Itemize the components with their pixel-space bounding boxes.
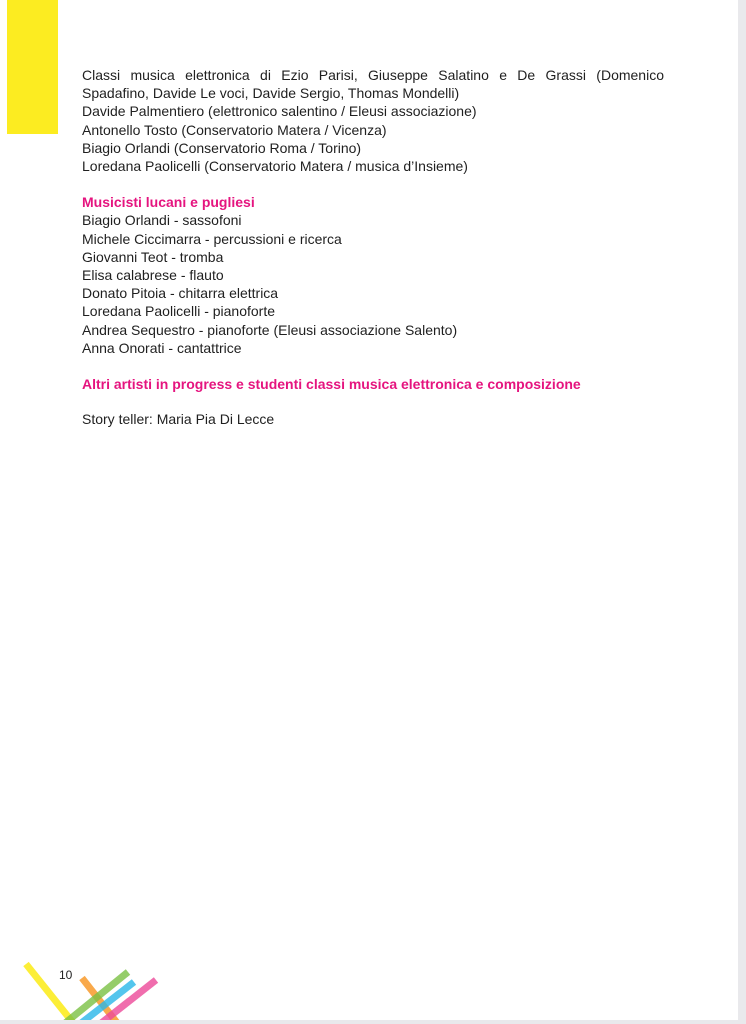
other-artists-heading: Altri artisti in progress e studenti classi musica elettronica e composizione: [82, 376, 581, 393]
intro-line: Loredana Paolicelli (Conservatorio Matera / musica d’Insieme): [82, 158, 468, 175]
musician-item: Anna Onorati - cantattrice: [82, 339, 242, 356]
musician-item: Biagio Orlandi - sassofoni: [82, 212, 242, 229]
musicians-heading: Musicisti lucani e pugliesi: [82, 194, 255, 211]
musician-item: Andrea Sequestro - pianoforte (Eleusi associazione Salento): [82, 321, 458, 338]
storyteller-line: Story teller: Maria Pia Di Lecce: [82, 411, 275, 428]
intro-paragraph: Classi musica elettronica di Ezio Parisi, Giuseppe Salatino e De Grassi (Domenico Spadafino, Davide Le voci, Davide Sergio, Thomas Mondelli): [82, 67, 664, 102]
musician-item: Donato Pitoia - chitarra elettrica: [82, 285, 279, 302]
musician-item: Michele Ciccimarra - percussioni e ricerca: [82, 230, 342, 247]
musician-item: Loredana Paolicelli - pianoforte: [82, 303, 276, 320]
intro-line: Biagio Orlandi (Conservatorio Roma / Torino): [82, 139, 362, 156]
musician-item: Giovanni Teot - tromba: [82, 248, 224, 265]
musician-item: Elisa calabrese - flauto: [82, 267, 224, 284]
page-content: [82, 66, 664, 428]
festival-logo-icon: [20, 958, 170, 1020]
intro-line: Antonello Tosto (Conservatorio Matera / Vicenza): [82, 121, 387, 138]
yellow-accent-bar: [7, 0, 58, 134]
page-number: 10: [59, 968, 73, 982]
intro-line: Davide Palmentiero (elettronico salentino / Eleusi associazione): [82, 103, 477, 120]
logo-stroke-yellow: [26, 964, 74, 1020]
